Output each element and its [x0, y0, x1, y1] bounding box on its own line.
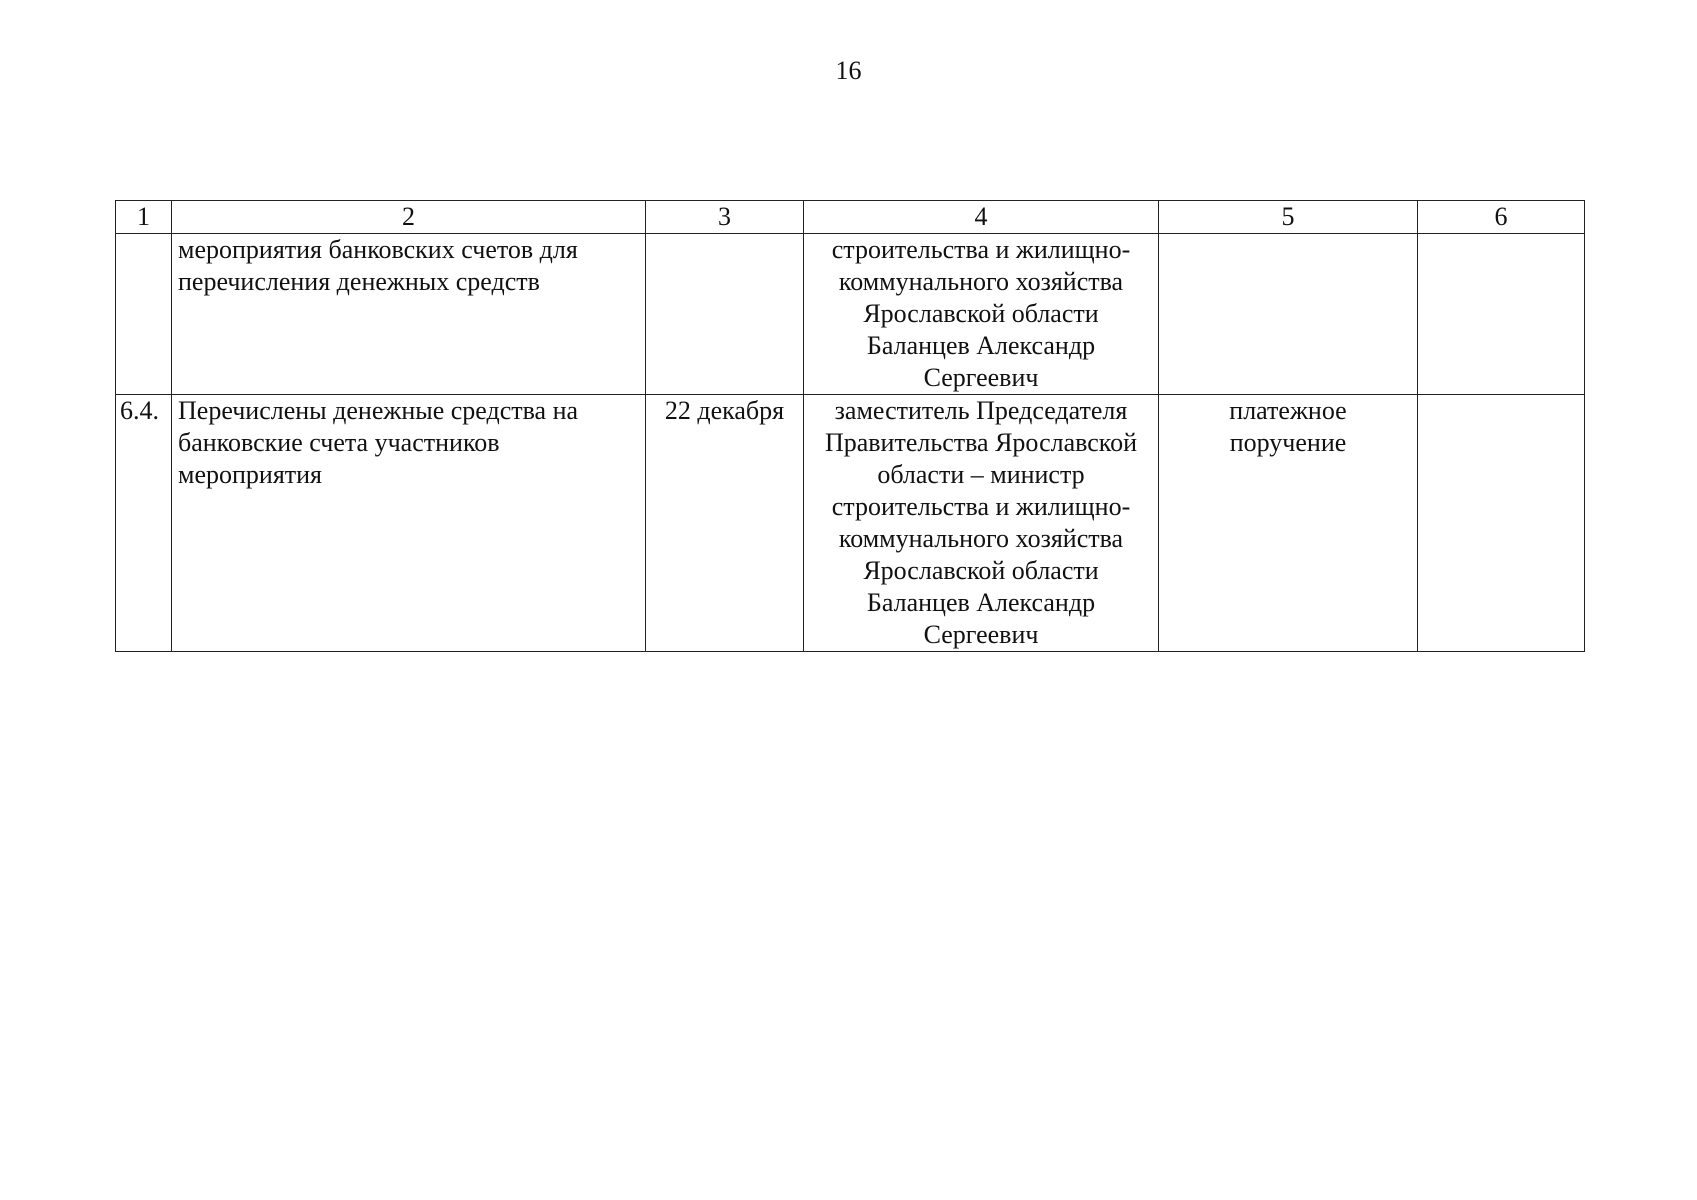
row-number-cell [116, 395, 172, 652]
table-header-row [116, 201, 1585, 234]
activity-text: Перечислены денежные средства на банковские счета участников мероприятия [178, 396, 579, 489]
responsible-text: заместитель Председателя Правительства Ярославской области – министр строительства и жилищно- коммунального хозяйства Ярославской области Баланцев Александр Сергеевич [824, 396, 1138, 649]
activity-text: мероприятия банковских счетов для перечисления денежных средств [178, 235, 578, 296]
header-cell-3: 3 [646, 201, 804, 234]
row-number-cell [116, 234, 172, 395]
row-number: 6.4. [120, 396, 159, 425]
responsible-cell [804, 395, 1159, 652]
deadline-cell [646, 395, 804, 652]
header-cell-4: 4 [804, 201, 1159, 234]
deadline-cell [646, 234, 804, 395]
responsible-text: строительства и жилищно- коммунального хозяйства Ярославской области Баланцев Александр Сергеевич [831, 235, 1131, 392]
header-cell-5: 5 [1159, 201, 1418, 234]
document-cell [1159, 234, 1418, 395]
responsible-cell [804, 234, 1159, 395]
note-cell [1418, 234, 1585, 395]
page-number: 16 [835, 56, 862, 85]
header-cell-6: 6 [1418, 201, 1585, 234]
table-row [116, 234, 1585, 395]
header-cell-1: 1 [116, 201, 172, 234]
document-cell [1159, 395, 1418, 652]
header-cell-2: 2 [172, 201, 646, 234]
deadline-text: 22 декабря [664, 396, 785, 425]
note-cell [1418, 395, 1585, 652]
document-text: платежное поручение [1229, 396, 1347, 457]
table-row [116, 395, 1585, 652]
activity-cell [172, 395, 646, 652]
activity-cell [172, 234, 646, 395]
plan-table [115, 200, 1585, 652]
